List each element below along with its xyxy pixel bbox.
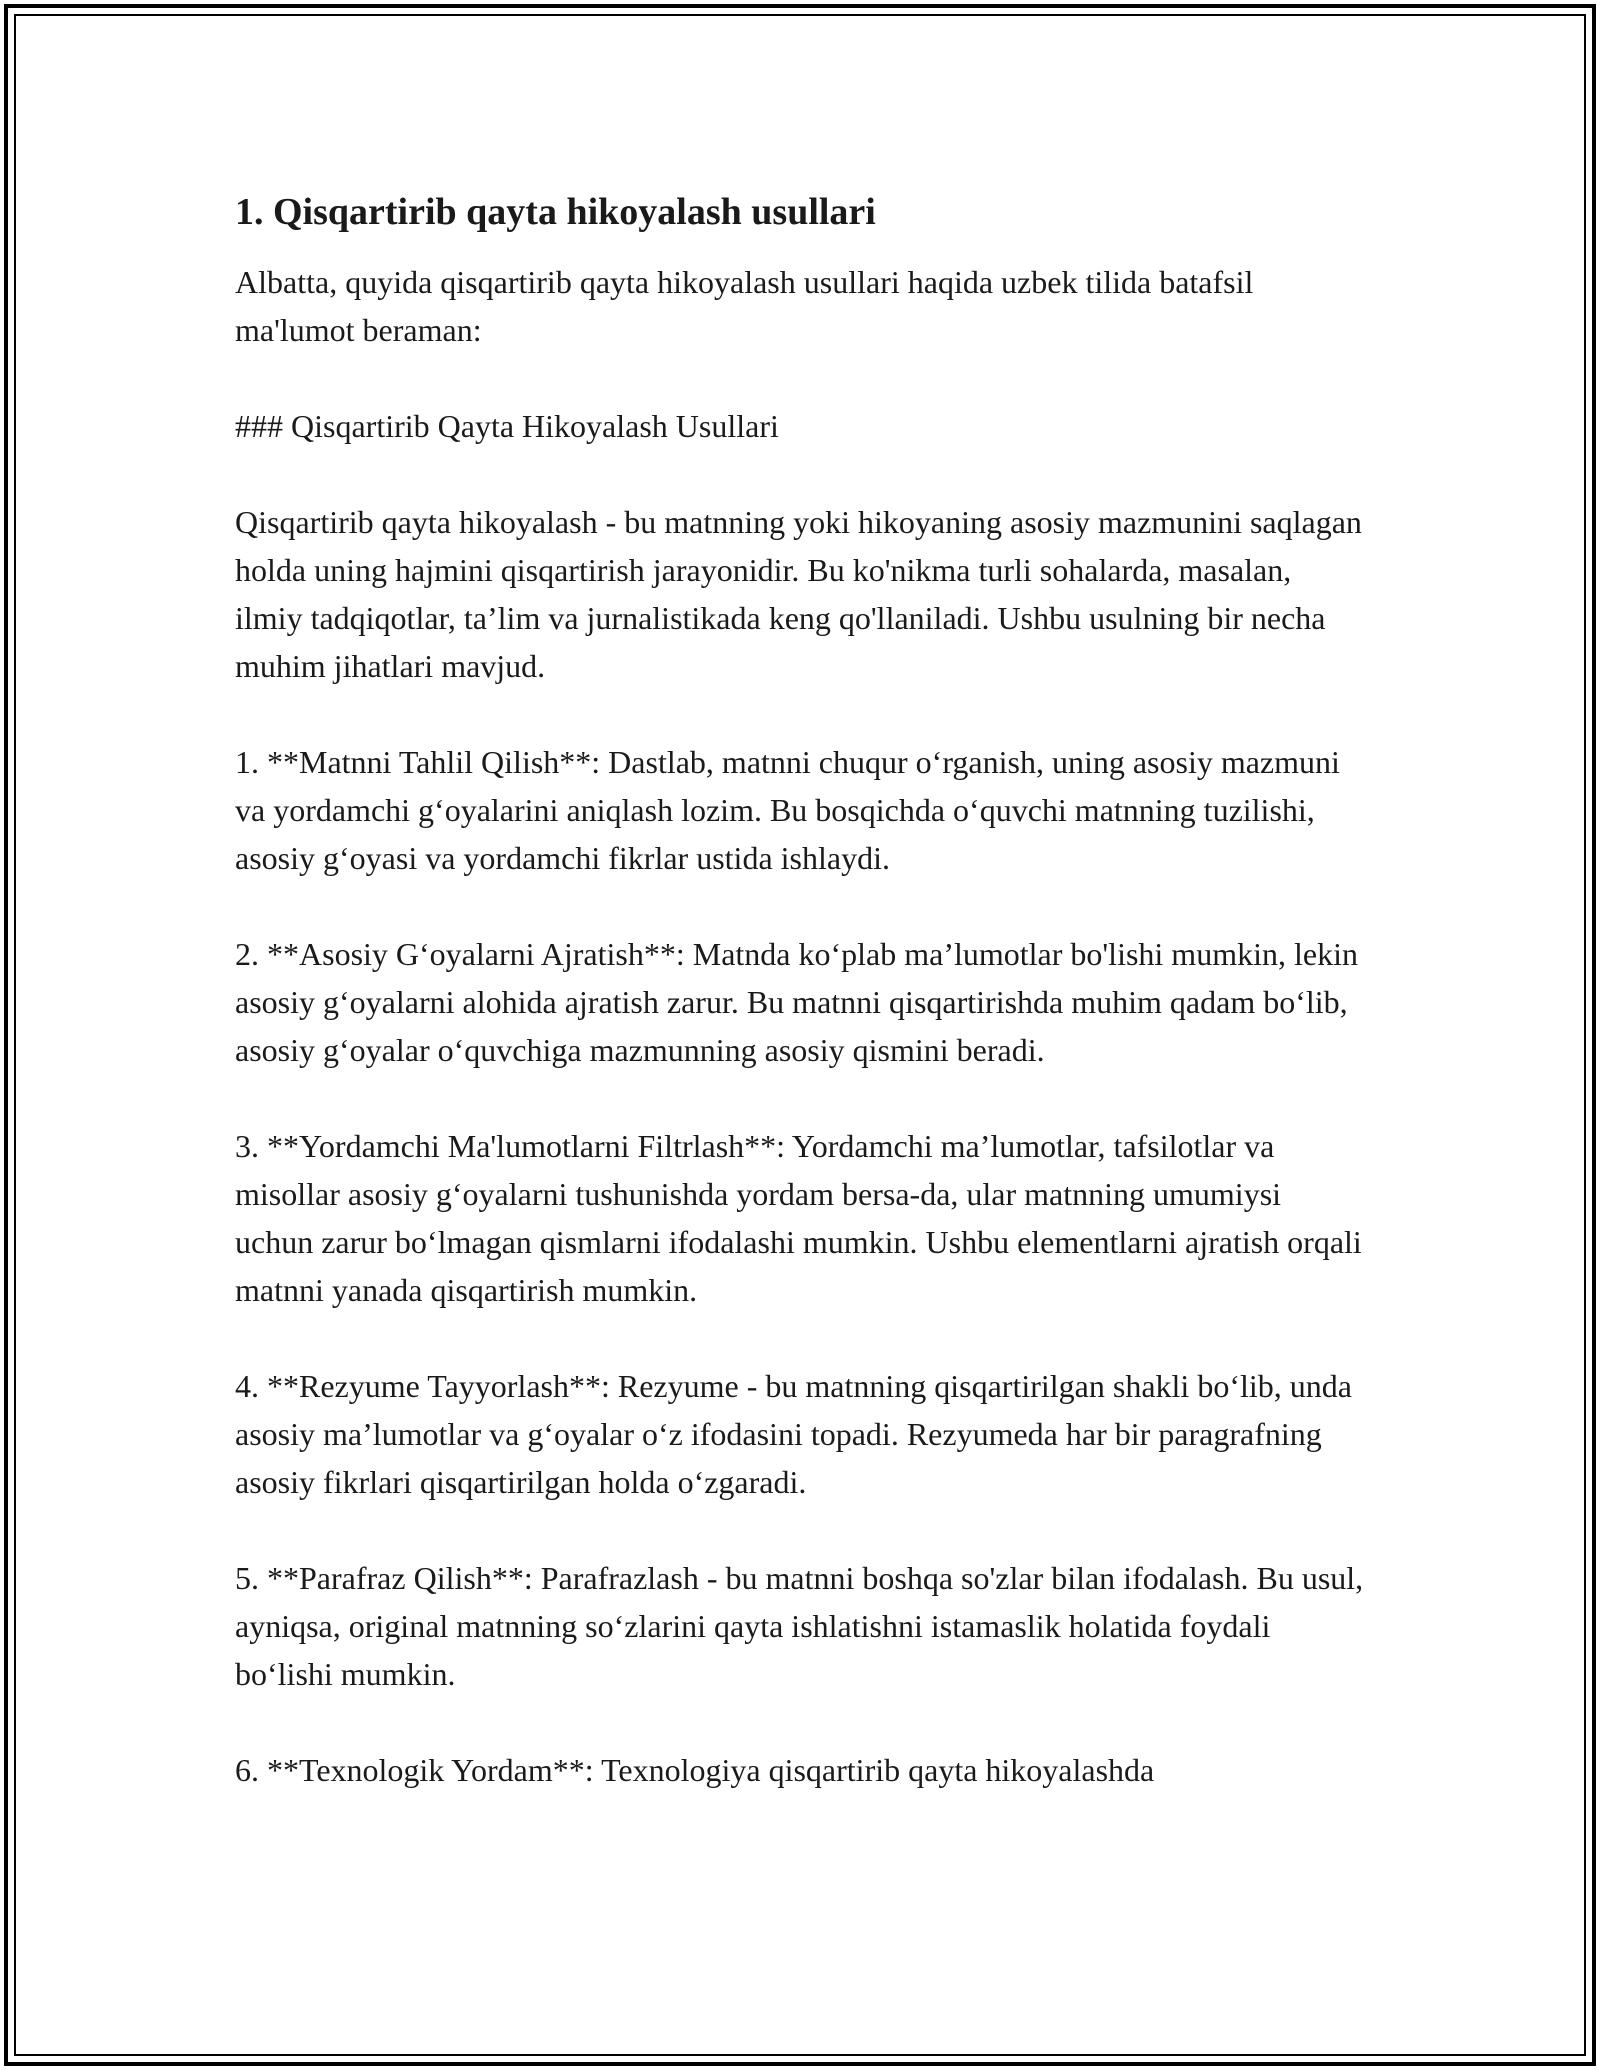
list-item-5: 5. **Parafraz Qilish**: Parafrazlash - bu matnni boshqa so'zlar bilan ifodalash. Bu usul, ayniqsa, original matnning so‘zlarini qayta ishlatishni istamaslik holatida foydali bo‘lishi mumkin. — [235, 1560, 1364, 1692]
intro-paragraph: Albatta, quyida qisqartirib qayta hikoyalash usullari haqida uzbek tilida batafsil ma'lumot beraman: — [235, 264, 1254, 348]
list-item-4: 4. **Rezyume Tayyorlash**: Rezyume - bu matnning qisqartirilgan shakli bo‘lib, unda asosiy ma’lumotlar va g‘oyalar o‘z ifodasini topadi. Rezyumeda har bir paragrafning asosiy fikrlari qisqartirilgan holda o‘zgaradi. — [235, 1368, 1352, 1500]
document-title: 1. Qisqartirib qayta hikoyalash usullari — [235, 191, 876, 233]
list-item-6: 6. **Texnologik Yordam**: Texnologiya qisqartirib qayta hikoyalashda — [235, 1752, 1155, 1788]
section-heading: ### Qisqartirib Qayta Hikoyalash Usullari — [235, 408, 779, 444]
list-item-1: 1. **Matnni Tahlil Qilish**: Dastlab, matnni chuqur o‘rganish, uning asosiy mazmuni va yordamchi g‘oyalarini aniqlash lozim. Bu bosqichda o‘quvchi matnning tuzilishi, asosiy g‘oyasi va yordamchi fikrlar ustida ishlaydi. — [235, 744, 1340, 876]
document-body — [235, 188, 1365, 1842]
list-item-2: 2. **Asosiy G‘oyalarni Ajratish**: Matnda ko‘plab ma’lumotlar bo'lishi mumkin, lekin asosiy g‘oyalarni alohida ajratish zarur. Bu matnni qisqartirishda muhim qadam bo‘lib, asosiy g‘oyalar o‘quvchiga mazmunning asosiy qismini beradi. — [235, 936, 1358, 1068]
definition-paragraph: Qisqartirib qayta hikoyalash - bu matnning yoki hikoyaning asosiy mazmunini saqlagan holda uning hajmini qisqartirish jarayonidir. Bu ko'nikma turli sohalarda, masalan, ilmiy tadqiqotlar, ta’lim va jurnalistikada keng qo'llaniladi. Ushbu usulning bir necha muhim jihatlari mavjud. — [235, 504, 1362, 684]
list-item-3: 3. **Yordamchi Ma'lumotlarni Filtrlash**: Yordamchi ma’lumotlar, tafsilotlar va misollar asosiy g‘oyalarni tushunishda yordam bersa-da, ular matnning umumiysi uchun zarur bo‘lmagan qismlarni ifodalashi mumkin. Ushbu elementlarni ajratish orqali matnni yanada qisqartirish mumkin. — [235, 1128, 1362, 1308]
